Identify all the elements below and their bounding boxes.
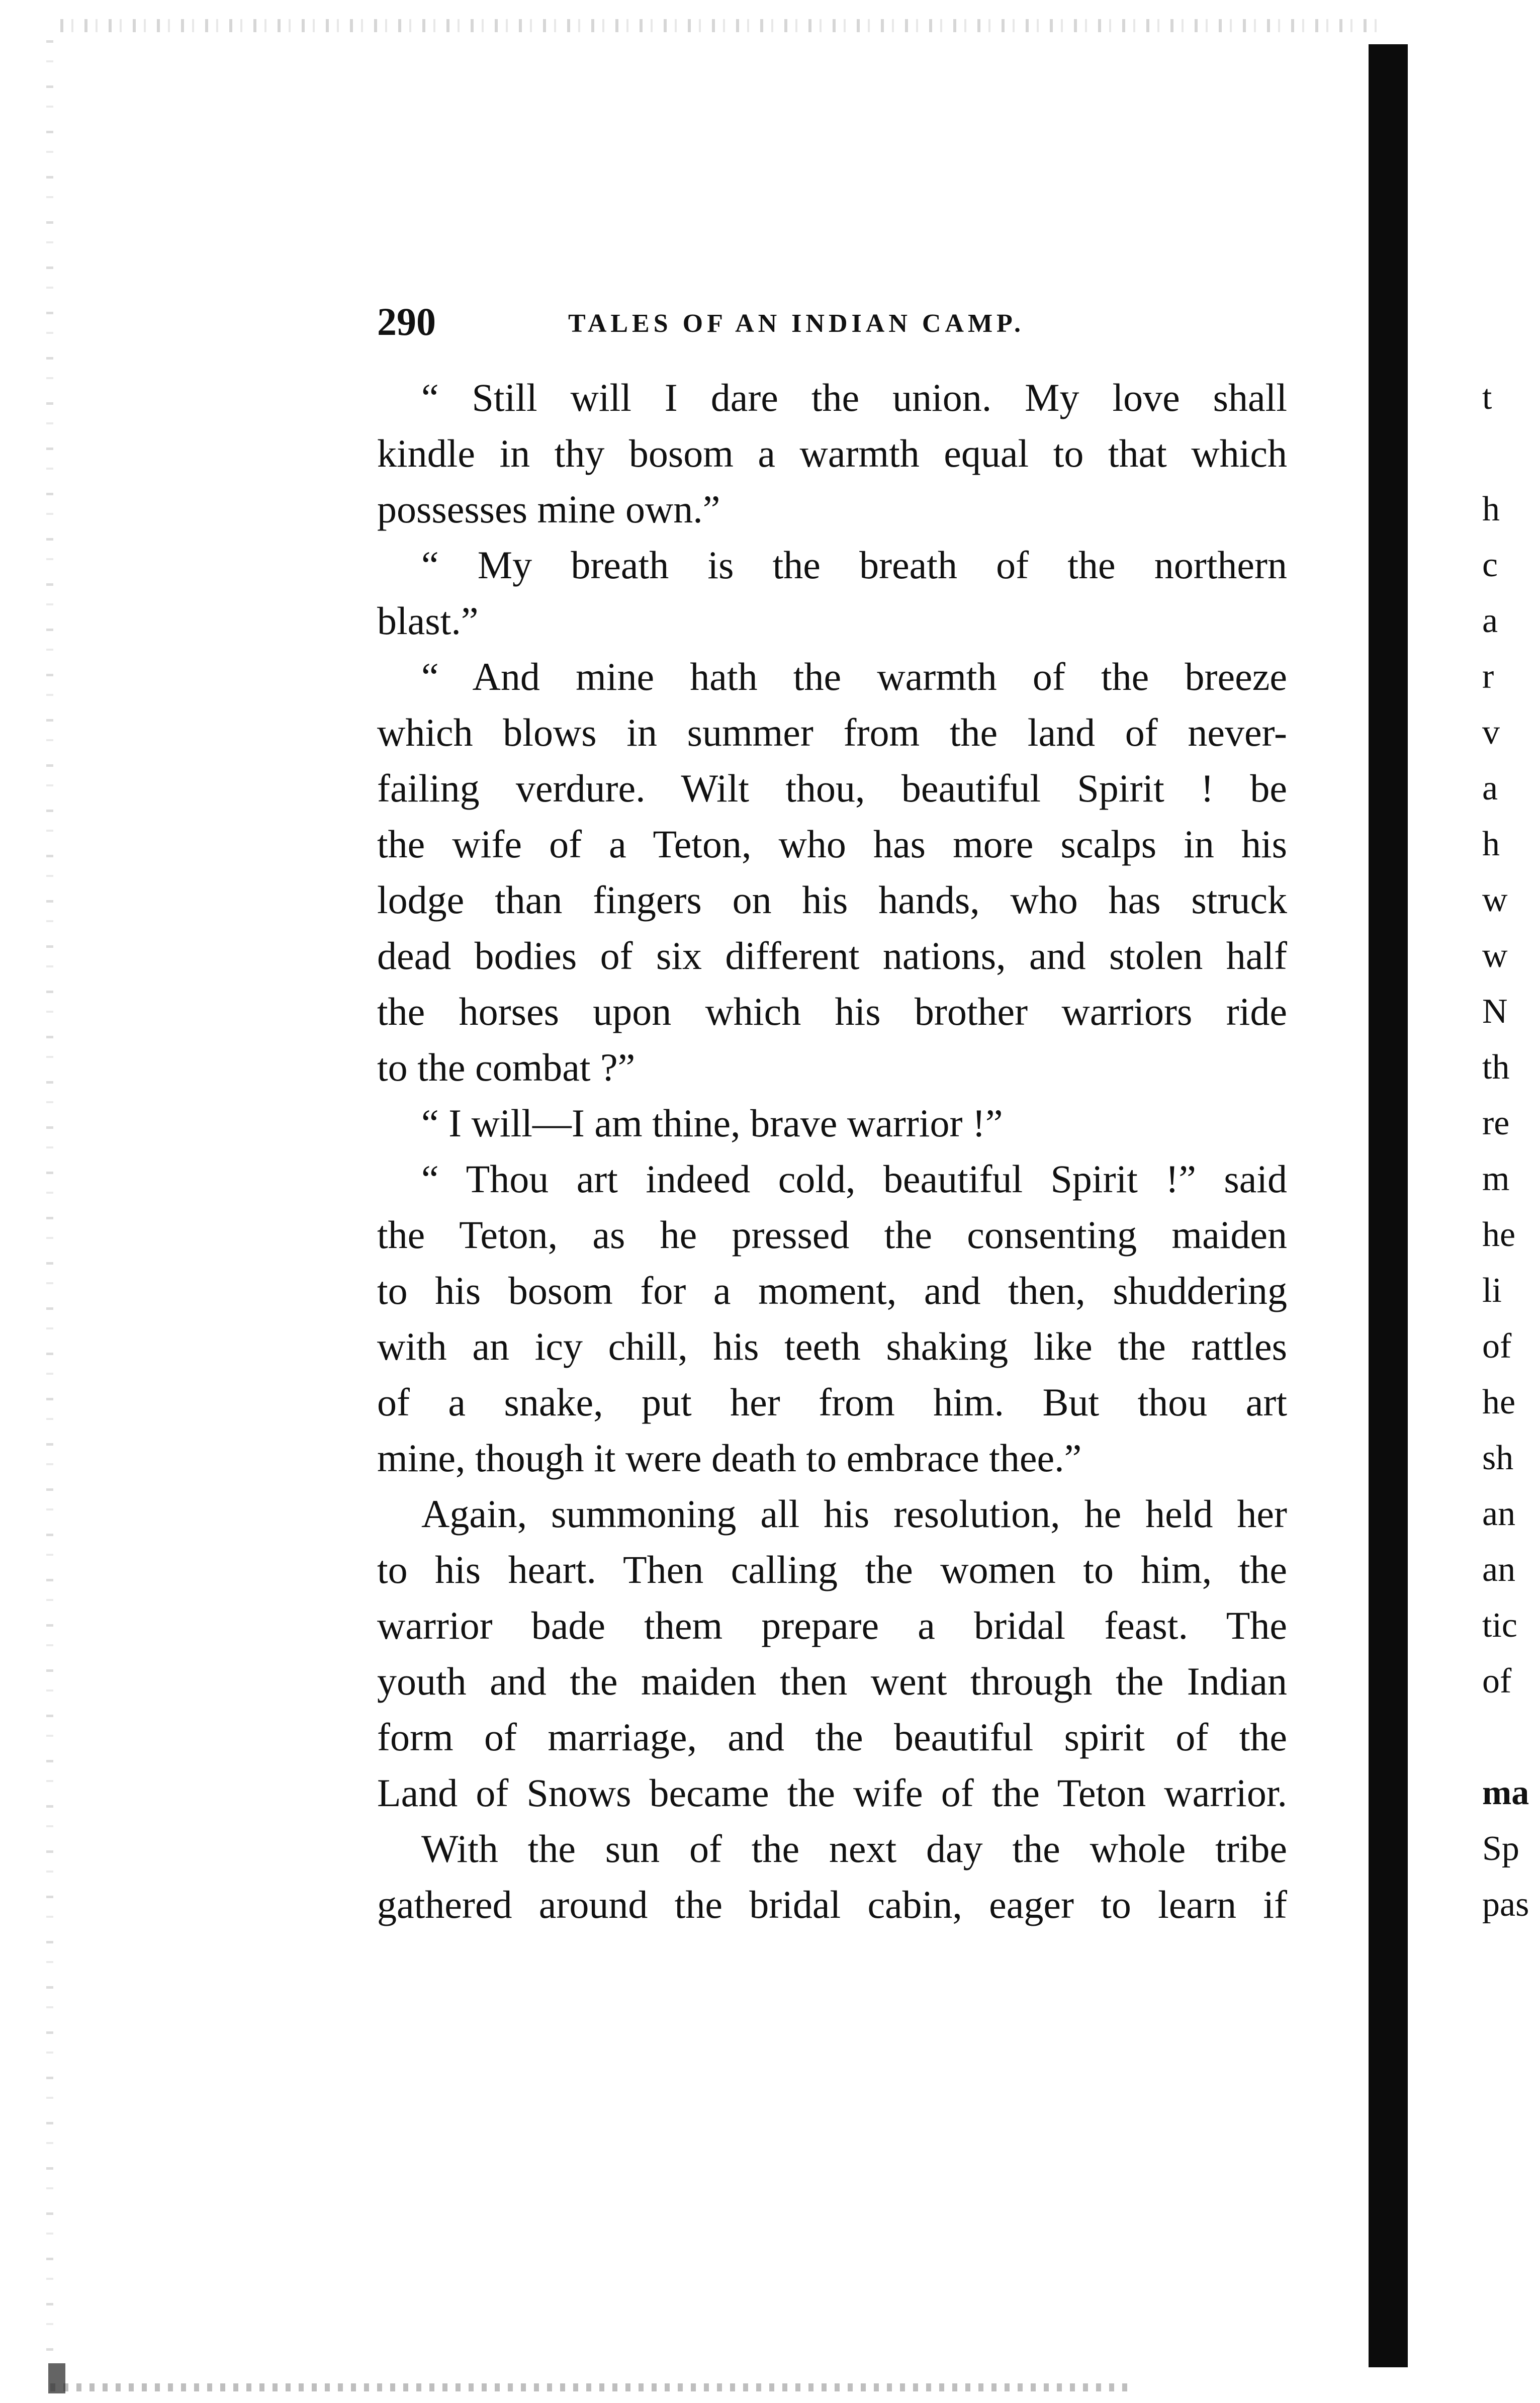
facing-page-line: v [1482,713,1500,752]
text-line: blast.” [377,599,479,643]
facing-page-line: c [1482,546,1498,584]
facing-page-line: tic [1482,1606,1517,1645]
text-line: the horses upon which his brother warriors ride [377,990,1287,1033]
facing-page-line: he [1482,1383,1516,1421]
text-line: “ Thou art indeed cold, beautiful Spirit !” said [421,1157,1287,1201]
text-column [377,370,1287,1932]
text-line: with an icy chill, his teeth shaking like the rattles [377,1324,1287,1368]
scan-edge-top [60,19,1378,32]
facing-page-line: of [1482,1662,1512,1701]
facing-page-line: an [1482,1494,1516,1533]
paragraph [377,537,1287,649]
text-line: Land of Snows became the wife of the Teton warrior. [377,1771,1287,1815]
facing-page-line: of [1482,1327,1512,1366]
text-line: the wife of a Teton, who has more scalps in his [377,822,1287,866]
text-line: mine, though it were death to embrace thee.” [377,1436,1082,1480]
paragraph [377,1095,1287,1151]
text-line: the Teton, as he pressed the consenting maiden [377,1213,1287,1257]
scan-corner-mark [48,2363,65,2393]
facing-page-line: w [1482,936,1508,975]
paragraph [377,649,1287,1095]
facing-page-line: sh [1482,1439,1514,1477]
text-line: “ And mine hath the warmth of the breeze [421,655,1287,698]
paragraph [377,1151,1287,1486]
facing-page-line: ma [1482,1773,1529,1812]
text-line: to his heart. Then calling the women to him, the [377,1548,1287,1591]
scan-edge-left [46,40,53,2353]
text-line: Again, summoning all his resolution, he held her [421,1492,1287,1536]
text-line: of a snake, put her from him. But thou art [377,1380,1287,1424]
paragraph [377,370,1287,537]
facing-page-line: h [1482,825,1500,863]
text-line: With the sun of the next day the whole tribe [421,1827,1287,1871]
text-line: gathered around the bridal cabin, eager to learn if [377,1883,1287,1926]
facing-page-line: an [1482,1550,1516,1589]
text-line: “ Still will I dare the union. My love shall [421,376,1287,419]
scan-edge-bottom [50,2383,1131,2391]
facing-page-line: w [1482,880,1508,919]
text-line: to his bosom for a moment, and then, shuddering [377,1269,1287,1312]
book-gutter-shadow [1369,44,1408,2367]
text-line: possesses mine own.” [377,487,720,531]
text-line: youth and the maiden then went through the Indian [377,1659,1287,1703]
facing-page-line: he [1482,1215,1516,1254]
facing-page-line: a [1482,601,1498,640]
text-line: failing verdure. Wilt thou, beautiful Spirit ! be [377,766,1287,810]
paragraph [377,1486,1287,1821]
facing-page-line: re [1482,1104,1510,1142]
facing-page-line: t [1482,378,1492,417]
facing-page-line [1482,425,1540,481]
text-line: form of marriage, and the beautiful spirit of the [377,1715,1287,1759]
facing-page-fragment [1482,370,1540,1932]
text-line: dead bodies of six different nations, and stolen half [377,934,1287,977]
text-line: “ I will—I am thine, brave warrior !” [421,1101,1003,1145]
facing-page-line: th [1482,1048,1510,1087]
page-header [377,299,1282,344]
text-line: which blows in summer from the land of never- [377,710,1287,754]
page-number: 290 [377,300,436,343]
text-line: to the combat ?” [377,1045,636,1089]
facing-page-line: r [1482,657,1494,696]
facing-page-line: Sp [1482,1829,1519,1868]
text-line: lodge than fingers on his hands, who has struck [377,878,1287,922]
paragraph [377,1821,1287,1932]
facing-page-line: h [1482,490,1500,528]
running-head: TALES OF AN INDIAN CAMP. [568,309,1025,338]
facing-page-line: li [1482,1271,1502,1310]
facing-page-line: m [1482,1160,1510,1198]
facing-page-line: pas [1482,1885,1529,1924]
text-line: warrior bade them prepare a bridal feast. The [377,1604,1287,1647]
text-line: “ My breath is the breath of the northern [421,543,1287,587]
facing-page-line: a [1482,769,1498,808]
text-line: kindle in thy bosom a warmth equal to that which [377,431,1287,475]
facing-page-line: N [1482,992,1508,1031]
facing-page-line [1482,1709,1540,1765]
